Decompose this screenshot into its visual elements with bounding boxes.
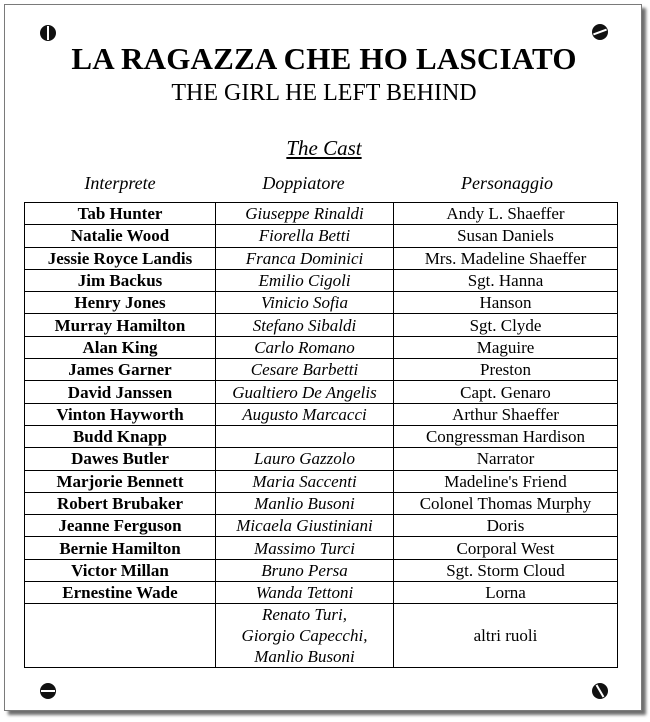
column-header-dubber: Doppiatore [262, 173, 345, 193]
table-row [25, 269, 618, 291]
actor-cell [25, 604, 216, 668]
dubber-cell: Bruno Persa [216, 559, 394, 581]
role-cell: Sgt. Storm Cloud [394, 559, 618, 581]
role-cell: Congressman Hardison [394, 425, 618, 447]
table-row [25, 203, 618, 225]
table-row [25, 448, 618, 470]
actor-cell: Natalie Wood [25, 225, 216, 247]
role-cell: Arthur Shaeffer [394, 403, 618, 425]
table-row [25, 336, 618, 358]
dubber-cell: Franca Dominici [216, 247, 394, 269]
role-cell: Mrs. Madeline Shaeffer [394, 247, 618, 269]
table-row-other-roles [25, 604, 618, 668]
screw-icon [592, 683, 608, 699]
dubber-cell [216, 604, 394, 668]
screw-icon [40, 25, 56, 41]
role-cell: Lorna [394, 582, 618, 604]
cast-table [24, 202, 618, 668]
table-row [25, 314, 618, 336]
dubber-cell: Manlio Busoni [216, 492, 394, 514]
table-row [25, 359, 618, 381]
actor-cell: Dawes Butler [25, 448, 216, 470]
actor-cell: Marjorie Bennett [25, 470, 216, 492]
role-cell: Andy L. Shaeffer [394, 203, 618, 225]
role-cell: Corporal West [394, 537, 618, 559]
dubber-cell: Vinicio Sofia [216, 292, 394, 314]
actor-cell: Budd Knapp [25, 425, 216, 447]
actor-cell: Bernie Hamilton [25, 537, 216, 559]
dubber-cell: Lauro Gazzolo [216, 448, 394, 470]
dubber-cell: Cesare Barbetti [216, 359, 394, 381]
table-row [25, 492, 618, 514]
actor-cell: Jim Backus [25, 269, 216, 291]
actor-cell: Ernestine Wade [25, 582, 216, 604]
role-cell: Capt. Genaro [394, 381, 618, 403]
english-title: THE GIRL HE LEFT BEHIND [171, 80, 477, 106]
role-cell: altri ruoli [394, 604, 618, 668]
table-row [25, 559, 618, 581]
role-cell: Maguire [394, 336, 618, 358]
table-row [25, 403, 618, 425]
table-row [25, 292, 618, 314]
role-cell: Madeline's Friend [394, 470, 618, 492]
dubber-name: Manlio Busoni [254, 647, 355, 667]
dubber-cell: Augusto Marcacci [216, 403, 394, 425]
actor-cell: Tab Hunter [25, 203, 216, 225]
screw-icon [592, 24, 608, 40]
role-cell: Narrator [394, 448, 618, 470]
dubber-cell: Fiorella Betti [216, 225, 394, 247]
table-row [25, 537, 618, 559]
dubber-cell: Gualtiero De Angelis [216, 381, 394, 403]
role-cell: Hanson [394, 292, 618, 314]
actor-cell: Alan King [25, 336, 216, 358]
role-cell: Sgt. Clyde [394, 314, 618, 336]
dubber-cell: Stefano Sibaldi [216, 314, 394, 336]
dubber-name: Renato Turi, [261, 605, 347, 625]
column-header-role: Personaggio [461, 173, 553, 193]
italian-title: LA RAGAZZA CHE HO LASCIATO [71, 41, 577, 76]
table-row [25, 470, 618, 492]
screw-icon [40, 683, 56, 699]
table-row [25, 515, 618, 537]
table-row [25, 425, 618, 447]
dubber-cell: Maria Saccenti [216, 470, 394, 492]
actor-cell: James Garner [25, 359, 216, 381]
actor-cell: Murray Hamilton [25, 314, 216, 336]
actor-cell: Victor Millan [25, 559, 216, 581]
cast-heading: The Cast [286, 136, 362, 160]
actor-cell: David Janssen [25, 381, 216, 403]
dubber-name: Giorgio Capecchi, [241, 626, 368, 646]
actor-cell: Jeanne Ferguson [25, 515, 216, 537]
table-row [25, 247, 618, 269]
dubber-cell: Massimo Turci [216, 537, 394, 559]
actor-cell: Vinton Hayworth [25, 403, 216, 425]
dubber-cell: Giuseppe Rinaldi [216, 203, 394, 225]
actor-cell: Robert Brubaker [25, 492, 216, 514]
role-cell: Susan Daniels [394, 225, 618, 247]
table-row [25, 381, 618, 403]
dubber-cell: Wanda Tettoni [216, 582, 394, 604]
role-cell: Preston [394, 359, 618, 381]
role-cell: Doris [394, 515, 618, 537]
role-cell: Sgt. Hanna [394, 269, 618, 291]
actor-cell: Jessie Royce Landis [25, 247, 216, 269]
dubber-cell [216, 425, 394, 447]
actor-cell: Henry Jones [25, 292, 216, 314]
dubber-cell: Carlo Romano [216, 336, 394, 358]
dubber-cell: Micaela Giustiniani [216, 515, 394, 537]
role-cell: Colonel Thomas Murphy [394, 492, 618, 514]
column-header-actor: Interprete [84, 173, 156, 193]
table-row [25, 225, 618, 247]
dubber-cell: Emilio Cigoli [216, 269, 394, 291]
cast-plaque [4, 4, 642, 711]
table-row [25, 582, 618, 604]
